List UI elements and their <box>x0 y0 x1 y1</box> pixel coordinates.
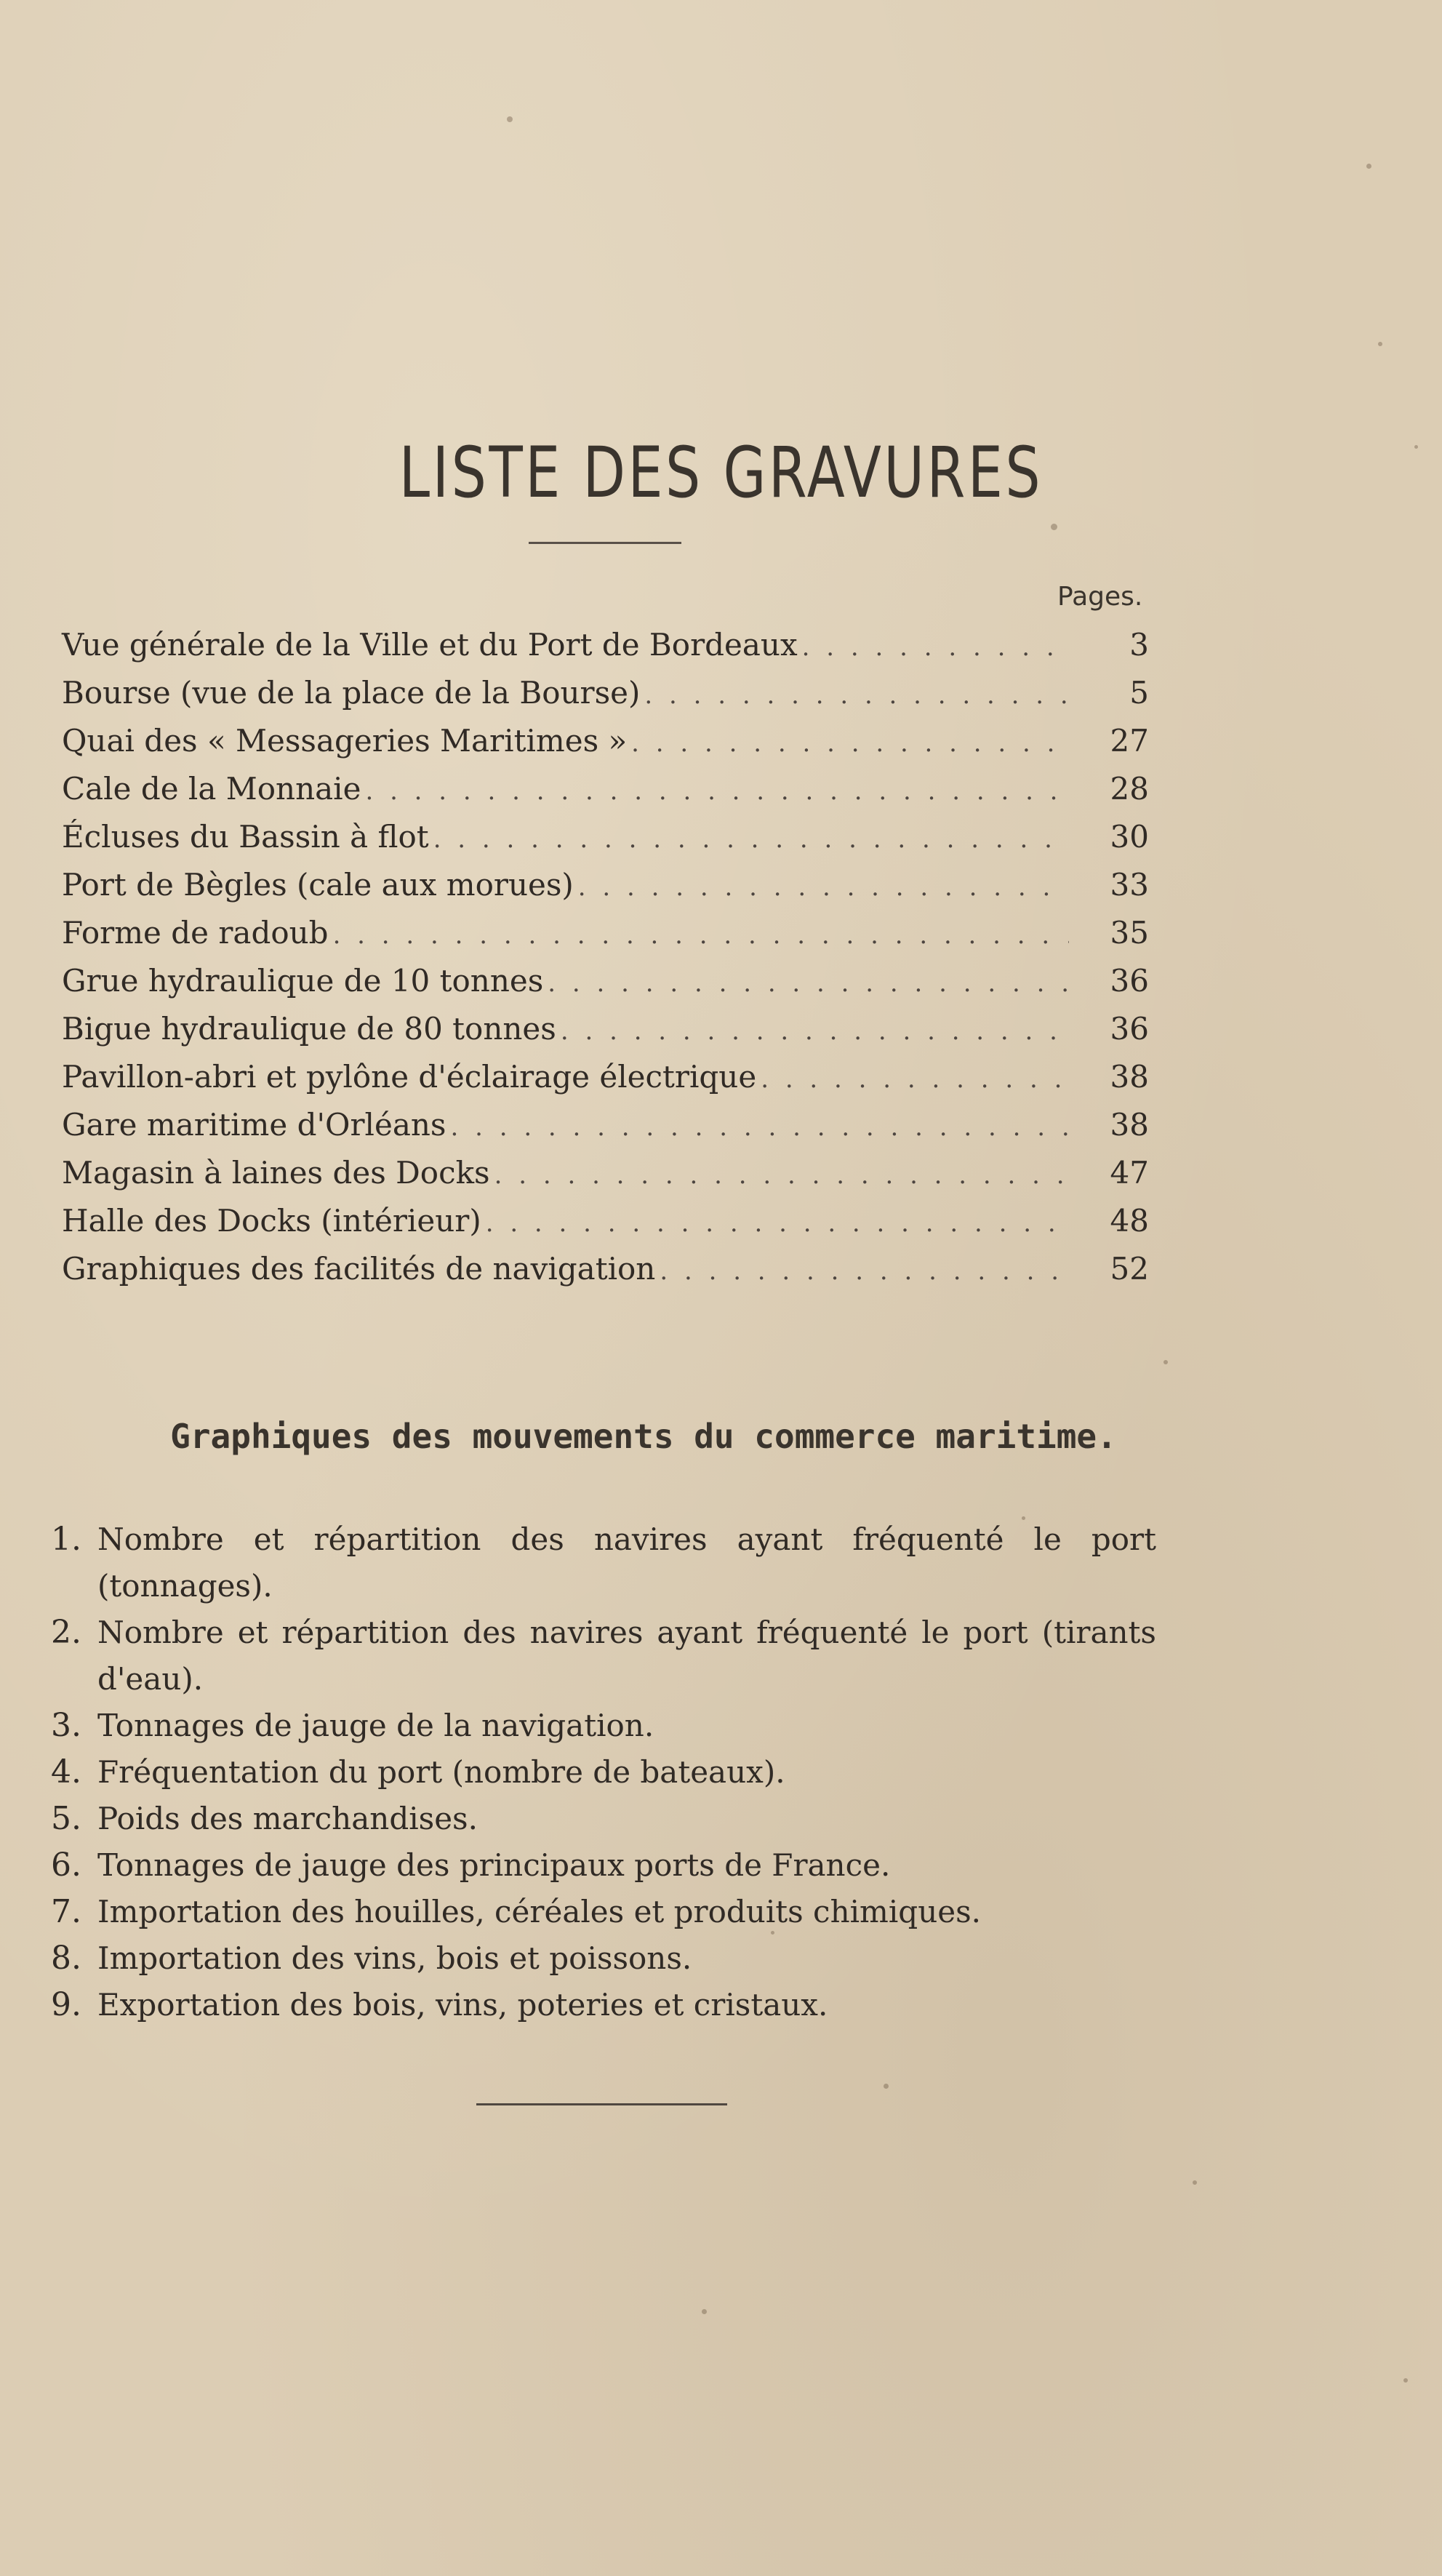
item-text: Importation des houilles, céréales et produits chimiques. <box>97 1894 982 1929</box>
item-text: Nombre et répartition des navires ayant fréquenté le port (tirants d'eau). <box>97 1615 1156 1697</box>
leader-dots <box>486 1209 1069 1238</box>
leader-dots <box>494 1161 1069 1190</box>
toc-entry <box>62 627 1149 675</box>
toc-entry-page: 5 <box>1129 675 1149 711</box>
item-number: 2. <box>51 1614 81 1651</box>
toc-entry <box>62 1011 1149 1059</box>
item-number: 4. <box>51 1753 81 1791</box>
item-text: Exportation des bois, vins, poteries et cristaux. <box>97 1987 828 2023</box>
toc-entry-label: Gare maritime d'Orléans <box>62 1107 446 1143</box>
item-number: 1. <box>51 1521 81 1558</box>
toc-entry-label: Pavillon-abri et pylône d'éclairage électrique <box>62 1059 757 1095</box>
leader-dots <box>761 1065 1069 1094</box>
list-item <box>51 1749 1156 1796</box>
toc-entry-page: 33 <box>1110 867 1149 903</box>
toc-entry-label: Cale de la Monnaie <box>62 771 361 807</box>
list-item <box>51 1609 1156 1703</box>
toc-entry-page: 36 <box>1110 1011 1149 1047</box>
toc-entry-label: Quai des « Messageries Maritimes » <box>62 723 628 759</box>
toc-entry-page: 35 <box>1110 915 1149 951</box>
list-item <box>51 1889 1156 1935</box>
paper-speck <box>1403 2378 1408 2383</box>
paper-speck <box>1366 164 1371 169</box>
paper-speck <box>1414 445 1418 449</box>
toc-entry <box>62 675 1149 723</box>
toc-entry <box>62 771 1149 819</box>
toc-entry-page: 28 <box>1110 771 1149 807</box>
item-number: 9. <box>51 1986 81 2023</box>
toc-entry-label: Magasin à laines des Docks <box>62 1155 490 1191</box>
toc-entry <box>62 1059 1149 1107</box>
toc-entry-page: 36 <box>1110 963 1149 999</box>
leader-dots <box>548 969 1069 998</box>
leader-dots <box>631 729 1069 758</box>
item-number: 3. <box>51 1707 81 1744</box>
closing-divider <box>476 2103 727 2105</box>
leader-dots <box>644 681 1069 710</box>
toc-entry <box>62 1203 1149 1251</box>
paper-speck <box>1051 524 1057 530</box>
item-text: Tonnages de jauge de la navigation. <box>97 1708 654 1743</box>
toc-entry-page: 38 <box>1110 1059 1149 1095</box>
toc-entry-page: 48 <box>1110 1203 1149 1239</box>
list-item <box>51 1516 1156 1609</box>
toc-entry-page: 30 <box>1110 819 1149 855</box>
page-title: LISTE DES GRAVURES <box>398 432 1044 514</box>
toc-entry <box>62 1155 1149 1203</box>
toc-entry-page: 27 <box>1110 723 1149 759</box>
toc-entry <box>62 723 1149 771</box>
toc-entry <box>62 963 1149 1011</box>
leader-dots <box>450 1113 1069 1142</box>
paper-speck <box>1378 342 1382 346</box>
leader-dots <box>365 777 1069 806</box>
item-number: 7. <box>51 1893 81 1930</box>
leader-dots <box>578 873 1069 902</box>
toc-entry <box>62 1251 1149 1299</box>
paper-speck <box>702 2309 707 2314</box>
toc-entry <box>62 867 1149 915</box>
paper-speck <box>771 1931 774 1935</box>
engravings-list <box>62 627 1149 1299</box>
paper-speck <box>1022 1516 1025 1520</box>
item-text: Tonnages de jauge des principaux ports de France. <box>97 1847 891 1883</box>
toc-entry-label: Écluses du Bassin à flot <box>62 819 429 855</box>
item-number: 6. <box>51 1847 81 1884</box>
paper-speck <box>507 116 513 122</box>
toc-entry-label: Graphiques des facilités de navigation <box>62 1251 656 1287</box>
list-item <box>51 1982 1156 2028</box>
list-item <box>51 1935 1156 1982</box>
toc-entry-page: 52 <box>1110 1251 1149 1287</box>
section-subheading: Graphiques des mouvements du commerce maritime. <box>170 1417 1117 1457</box>
paper-speck <box>884 2084 889 2089</box>
toc-entry-label: Bourse (vue de la place de la Bourse) <box>62 675 641 711</box>
toc-entry-label: Halle des Docks (intérieur) <box>62 1203 481 1239</box>
paper-speck <box>1193 2180 1197 2185</box>
leader-dots <box>802 633 1069 662</box>
item-number: 8. <box>51 1940 81 1977</box>
leader-dots <box>433 825 1069 854</box>
list-item <box>51 1703 1156 1749</box>
pages-column-header: Pages. <box>1057 582 1143 612</box>
toc-entry-label: Grue hydraulique de 10 tonnes <box>62 963 544 999</box>
graphs-list <box>51 1516 1156 2028</box>
paper-speck <box>1163 1360 1168 1364</box>
item-text: Fréquentation du port (nombre de bateaux). <box>97 1754 785 1790</box>
title-divider <box>529 542 681 544</box>
list-item <box>51 1796 1156 1842</box>
item-text: Poids des marchandises. <box>97 1801 478 1836</box>
toc-entry-label: Port de Bègles (cale aux morues) <box>62 867 574 903</box>
toc-entry-label: Vue générale de la Ville et du Port de Bordeaux <box>62 627 798 663</box>
leader-dots <box>660 1257 1069 1286</box>
leader-dots <box>333 921 1069 950</box>
toc-entry-page: 47 <box>1110 1155 1149 1191</box>
item-text: Nombre et répartition des navires ayant fréquenté le port (tonnages). <box>97 1521 1156 1604</box>
toc-entry <box>62 915 1149 963</box>
item-text: Importation des vins, bois et poissons. <box>97 1940 692 1976</box>
toc-entry <box>62 819 1149 867</box>
toc-entry-page: 38 <box>1110 1107 1149 1143</box>
item-number: 5. <box>51 1800 81 1837</box>
list-item <box>51 1842 1156 1889</box>
toc-entry-label: Bigue hydraulique de 80 tonnes <box>62 1011 556 1047</box>
leader-dots <box>561 1017 1069 1046</box>
toc-entry-page: 3 <box>1129 627 1149 663</box>
toc-entry <box>62 1107 1149 1155</box>
toc-entry-label: Forme de radoub <box>62 915 329 951</box>
